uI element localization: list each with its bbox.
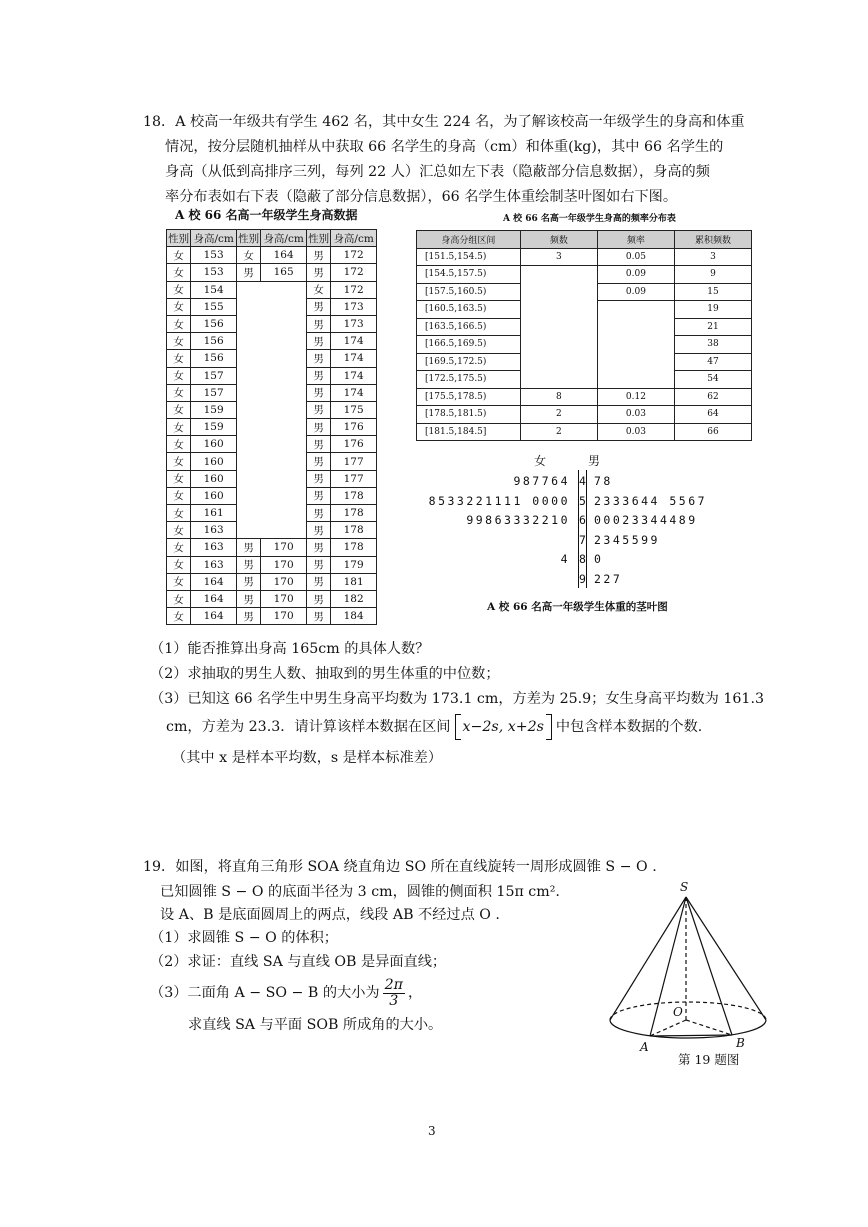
freq-table-row <box>417 371 752 389</box>
height-table-cell: 170 <box>261 590 307 607</box>
stem-value: 5 <box>579 493 586 508</box>
q18-sub3b <box>166 714 702 740</box>
segment-OB <box>686 1020 732 1035</box>
freq-table-cell: 0.03 <box>597 406 674 424</box>
q19-sub3-pre: （3）二面角 A − SO − B 的大小为 <box>150 985 380 1001</box>
freq-table-cell: [151.5,154.5) <box>417 248 521 266</box>
freq-table-cell: 15 <box>674 283 751 301</box>
freq-table-cell: 21 <box>674 318 751 336</box>
height-table-header: 身高/cm <box>331 230 377 247</box>
height-table-cell: 176 <box>331 419 377 436</box>
freq-table-cell: 0.12 <box>597 388 674 406</box>
stem-value: 8 <box>579 552 586 566</box>
q18-line-1: 18．A 校高一年级共有学生 462 名，其中女生 224 名，为了解该校高一年级学生的身高和体重 <box>143 114 745 130</box>
height-table-cell: 男 <box>306 487 330 504</box>
height-table-cell: 女 <box>167 505 191 522</box>
height-table-cell: 154 <box>191 281 237 298</box>
height-table-cell: 男 <box>306 401 330 418</box>
q18-line-4: 率分布表如右下表（隐蔽了部分信息数据），66 名学生体重绘制茎叶图如右下图。 <box>165 189 678 205</box>
height-table-header: 性别 <box>167 230 191 247</box>
freq-table-cell <box>597 353 674 371</box>
height-table-cell: 男 <box>306 573 330 590</box>
freq-table-cell <box>520 336 597 354</box>
height-table-cell: 177 <box>331 453 377 470</box>
height-table-row <box>167 264 377 281</box>
label-S: S <box>680 880 689 894</box>
freq-table-cell <box>520 371 597 389</box>
freq-table-cell: [160.5,163.5) <box>417 301 521 319</box>
height-table-cell: 175 <box>331 401 377 418</box>
height-table-cell: 176 <box>331 436 377 453</box>
q19-sub3-post: ， <box>407 985 423 1001</box>
height-table-cell: 159 <box>191 419 237 436</box>
height-table-cell: 160 <box>191 470 237 487</box>
freq-table-cell <box>520 318 597 336</box>
freq-table-row <box>417 336 752 354</box>
freq-table-cell: 0.09 <box>597 266 674 284</box>
height-table-cell: 男 <box>306 298 330 315</box>
height-table-cell: 182 <box>331 590 377 607</box>
q19-sub1: （1）求圆锥 S − O 的体积； <box>150 930 338 946</box>
freq-table-cell: 47 <box>674 353 751 371</box>
height-table-cell: 女 <box>167 419 191 436</box>
segment-SB <box>686 897 732 1035</box>
height-table-cell: 女 <box>306 281 330 298</box>
fraction <box>383 978 405 1009</box>
height-table-cell: 男 <box>236 539 260 556</box>
freq-table-cell <box>597 371 674 389</box>
q19-line-2: 已知圆锥 S − O 的底面半径为 3 cm，圆锥的侧面积 15π cm². <box>160 884 560 900</box>
height-table-cell: 女 <box>167 436 191 453</box>
freq-table-cell <box>597 301 674 319</box>
height-table-cell: 156 <box>191 350 237 367</box>
height-table-cell: 155 <box>191 298 237 315</box>
stem-leaf-left-leaves: 8533221111 0000 <box>428 493 570 508</box>
height-table-cell: 164 <box>261 247 307 264</box>
freq-table-cell: 0.09 <box>597 283 674 301</box>
stem-leaf-left-header: 女 <box>534 454 547 468</box>
label-O: O <box>673 1005 683 1019</box>
q18-sub3b-post: 中包含样本数据的个数. <box>555 718 703 735</box>
height-table-cell: 男 <box>306 436 330 453</box>
stem-value: 9 <box>579 571 586 586</box>
height-table-cell: 男 <box>306 556 330 573</box>
cone-figure <box>600 875 780 1075</box>
stem-leaf-left-leaves: 4 <box>560 552 570 566</box>
stem-leaf-left-leaves: 987764 <box>513 474 570 488</box>
height-table-cell: 男 <box>306 264 330 281</box>
height-table-cell: 女 <box>167 470 191 487</box>
stem-leaf-right-leaves: 00023344489 <box>594 513 698 527</box>
height-table-cell: 女 <box>167 401 191 418</box>
height-table-cell: 男 <box>306 590 330 607</box>
freq-table-cell: 54 <box>674 371 751 389</box>
height-table-cell: 160 <box>191 436 237 453</box>
cone-edge-left <box>610 897 686 1020</box>
stem-leaf-right-leaves: 78 <box>594 474 613 488</box>
freq-table-row <box>417 423 752 441</box>
freq-table-cell: 3 <box>520 248 597 266</box>
freq-table-row <box>417 301 752 319</box>
height-table-cell: 男 <box>236 556 260 573</box>
height-table-cell: 男 <box>306 608 330 625</box>
freq-table-cell: [178.5,181.5) <box>417 406 521 424</box>
stem-value: 6 <box>579 513 586 527</box>
freq-table-row <box>417 406 752 424</box>
height-table-cell: 174 <box>331 350 377 367</box>
hidden-data-area <box>236 281 306 539</box>
q18-line-2: 情况，按分层随机抽样从中获取 66 名学生的身高（cm）和体重(kg)，其中 66 名学生的 <box>165 139 724 155</box>
height-table-header: 性别 <box>306 230 330 247</box>
height-table-cell: 男 <box>236 264 260 281</box>
freq-table-cell: 2 <box>520 406 597 424</box>
freq-table-cell: 0.03 <box>597 423 674 441</box>
stem-leaf-left-leaves: 99863332210 <box>466 513 570 527</box>
height-data-table <box>166 229 377 625</box>
height-table-cell: 160 <box>191 487 237 504</box>
height-table-cell: 女 <box>167 384 191 401</box>
freq-table-cell: [154.5,157.5) <box>417 266 521 284</box>
freq-table-cell: 9 <box>674 266 751 284</box>
height-table-cell: 男 <box>236 608 260 625</box>
height-table-cell: 164 <box>191 573 237 590</box>
q19-sub3b: 求直线 SA 与平面 SOB 所成角的大小。 <box>188 1017 443 1033</box>
height-table-cell: 174 <box>331 384 377 401</box>
height-table-cell: 女 <box>167 556 191 573</box>
height-table-cell: 181 <box>331 573 377 590</box>
height-table-cell: 157 <box>191 384 237 401</box>
height-table-cell: 173 <box>331 298 377 315</box>
height-table-cell: 178 <box>331 505 377 522</box>
freq-table-cell: [181.5,184.5] <box>417 423 521 441</box>
freq-table-cell <box>520 353 597 371</box>
height-table-cell: 172 <box>331 247 377 264</box>
height-table-cell: 女 <box>167 333 191 350</box>
height-table-row <box>167 281 377 298</box>
stem-leaf-caption: A 校 66 名高一年级学生体重的茎叶图 <box>487 601 668 613</box>
height-table-cell: 170 <box>261 573 307 590</box>
height-table-cell: 女 <box>167 522 191 539</box>
height-table-cell: 156 <box>191 315 237 332</box>
segment-OA <box>650 1020 686 1036</box>
stem-leaf-right-leaves: 227 <box>594 571 623 586</box>
freq-table-header: 身高分组区间 <box>417 231 521 249</box>
height-table-cell: 164 <box>191 608 237 625</box>
freq-table-cell: 19 <box>674 301 751 319</box>
height-table-cell: 女 <box>167 264 191 281</box>
height-table-cell: 170 <box>261 556 307 573</box>
figure-caption: 第 19 题图 <box>678 1052 740 1067</box>
stem-leaf-right-leaves: 2345599 <box>594 532 660 547</box>
height-table-cell: 160 <box>191 453 237 470</box>
height-table-cell: 163 <box>191 556 237 573</box>
stem-value: 4 <box>579 474 586 488</box>
height-table-cell: 170 <box>261 539 307 556</box>
height-table-cell: 174 <box>331 333 377 350</box>
height-table-cell: 164 <box>191 590 237 607</box>
segment-AB <box>650 1035 732 1036</box>
height-table-cell: 172 <box>331 264 377 281</box>
height-table-cell: 男 <box>306 539 330 556</box>
height-table-cell: 157 <box>191 367 237 384</box>
height-table-cell: 178 <box>331 487 377 504</box>
freq-table-row <box>417 388 752 406</box>
freq-table-row <box>417 266 752 284</box>
height-table-title: A 校 66 名高一年级学生身高数据 <box>175 208 358 222</box>
height-table-cell: 男 <box>306 505 330 522</box>
freq-table-header: 累积频数 <box>674 231 751 249</box>
freq-table-cell: [166.5,169.5) <box>417 336 521 354</box>
freq-table-row <box>417 283 752 301</box>
stem-leaf-right-header: 男 <box>588 454 601 468</box>
freq-table-row <box>417 318 752 336</box>
freq-table-cell: 3 <box>674 248 751 266</box>
freq-table-row <box>417 353 752 371</box>
height-table-cell: 177 <box>331 470 377 487</box>
height-table-cell: 女 <box>167 247 191 264</box>
interval-right-bracket <box>546 714 552 740</box>
label-A: A <box>640 1040 649 1054</box>
freq-table-cell: 62 <box>674 388 751 406</box>
freq-table-cell <box>597 336 674 354</box>
freq-table-cell: 66 <box>674 423 751 441</box>
q19-sub2: （2）求证：直线 SA 与直线 OB 是异面直线； <box>150 954 447 970</box>
height-table-cell: 男 <box>306 247 330 264</box>
freq-table-cell: 8 <box>520 388 597 406</box>
height-table-cell: 男 <box>306 453 330 470</box>
height-table-cell: 163 <box>191 539 237 556</box>
height-table-cell: 178 <box>331 539 377 556</box>
freq-table-header: 频数 <box>520 231 597 249</box>
fraction-denominator: 3 <box>389 993 399 1009</box>
height-table-row <box>167 573 377 590</box>
height-table-cell: 女 <box>167 539 191 556</box>
freq-table-cell <box>520 283 597 301</box>
freq-table-cell: [172.5,175.5) <box>417 371 521 389</box>
stem-leaf-right-leaves: 0 <box>594 552 604 566</box>
height-table-row <box>167 539 377 556</box>
height-table-cell: 女 <box>167 315 191 332</box>
height-table-cell: 男 <box>306 315 330 332</box>
height-table-cell: 女 <box>167 590 191 607</box>
freq-table-cell: 0.05 <box>597 248 674 266</box>
freq-table-cell <box>520 266 597 284</box>
cone-edge-right <box>686 897 766 1020</box>
height-table-cell: 172 <box>331 281 377 298</box>
freq-table-cell: [157.5,160.5) <box>417 283 521 301</box>
height-table-cell: 男 <box>236 590 260 607</box>
q18-note: （其中 x 是样本平均数，s 是样本标准差） <box>172 750 443 766</box>
height-table-row <box>167 608 377 625</box>
height-table-cell: 女 <box>167 281 191 298</box>
q19-line-1: 19．如图，将直角三角形 SOA 绕直角边 SO 所在直线旋转一周形成圆锥 S − O . <box>143 859 657 875</box>
height-table-cell: 173 <box>331 315 377 332</box>
height-table-cell: 女 <box>236 247 260 264</box>
height-table-cell: 153 <box>191 264 237 281</box>
q19-line-3: 设 A、B 是底面圆周上的两点，线段 AB 不经过点 O . <box>160 907 500 923</box>
height-table-cell: 男 <box>236 573 260 590</box>
height-table-cell: 男 <box>306 350 330 367</box>
height-table-cell: 女 <box>167 298 191 315</box>
height-table-cell: 女 <box>167 487 191 504</box>
q18-sub2: （2）求抽取的男生人数、抽取到的男生体重的中位数； <box>150 666 500 682</box>
frequency-table <box>416 230 752 441</box>
height-table-cell: 165 <box>261 264 307 281</box>
fraction-numerator: 2π <box>384 977 403 993</box>
height-table-row <box>167 556 377 573</box>
freq-table-header: 频率 <box>597 231 674 249</box>
height-table-cell: 174 <box>331 367 377 384</box>
cone-base-back-arc <box>610 1002 766 1020</box>
q18-sub3a: （3）已知这 66 名学生中男生身高平均数为 173.1 cm，方差为 25.9；女生身高平均数为 161.3 <box>150 691 764 707</box>
height-table-cell: 163 <box>191 522 237 539</box>
height-table-cell: 156 <box>191 333 237 350</box>
height-table-cell: 170 <box>261 608 307 625</box>
height-table-cell: 男 <box>306 384 330 401</box>
freq-table-cell: [163.5,166.5) <box>417 318 521 336</box>
height-table-cell: 153 <box>191 247 237 264</box>
stem-leaf-plot <box>410 452 730 592</box>
q18-sub3b-pre: cm，方差为 23.3．请计算该样本数据在区间 <box>166 718 451 735</box>
height-table-row <box>167 247 377 264</box>
height-table-cell: 男 <box>306 470 330 487</box>
height-table-cell: 男 <box>306 333 330 350</box>
freq-table-row <box>417 248 752 266</box>
height-table-cell: 男 <box>306 419 330 436</box>
freq-table-title: A 校 66 名高一年级学生身高的频率分布表 <box>503 214 676 224</box>
q19-sub3 <box>150 978 422 1009</box>
label-B: B <box>736 1036 745 1050</box>
height-table-cell: 女 <box>167 608 191 625</box>
height-table-cell: 女 <box>167 453 191 470</box>
height-table-cell: 178 <box>331 522 377 539</box>
height-table-cell: 女 <box>167 573 191 590</box>
freq-table-cell <box>597 318 674 336</box>
height-table-row <box>167 590 377 607</box>
freq-table-cell <box>520 301 597 319</box>
height-table-cell: 男 <box>306 522 330 539</box>
height-table-cell: 161 <box>191 505 237 522</box>
height-table-cell: 179 <box>331 556 377 573</box>
q18-sub1: （1）能否推算出身高 165cm 的具体人数？ <box>150 641 430 657</box>
height-table-cell: 女 <box>167 350 191 367</box>
freq-table-cell: [169.5,172.5) <box>417 353 521 371</box>
stem-leaf-right-leaves: 2333644 5567 <box>594 493 708 508</box>
height-table-cell: 184 <box>331 608 377 625</box>
freq-table-cell: 64 <box>674 406 751 424</box>
freq-table-cell: [175.5,178.5) <box>417 388 521 406</box>
stem-value: 7 <box>579 532 586 547</box>
height-table-header: 性别 <box>236 230 260 247</box>
q18-line-3: 身高（从低到高排序三列，每列 22 人）汇总如左下表（隐蔽部分信息数据），身高的频 <box>165 164 710 180</box>
page-number: 3 <box>428 1124 436 1138</box>
height-table-cell: 159 <box>191 401 237 418</box>
height-table-header: 身高/cm <box>261 230 307 247</box>
freq-table-cell: 38 <box>674 336 751 354</box>
height-table-cell: 男 <box>306 367 330 384</box>
height-table-header: 身高/cm <box>191 230 237 247</box>
freq-table-cell: 2 <box>520 423 597 441</box>
height-table-cell: 女 <box>167 367 191 384</box>
interval-expression: x−2s, x+2s <box>462 718 544 735</box>
